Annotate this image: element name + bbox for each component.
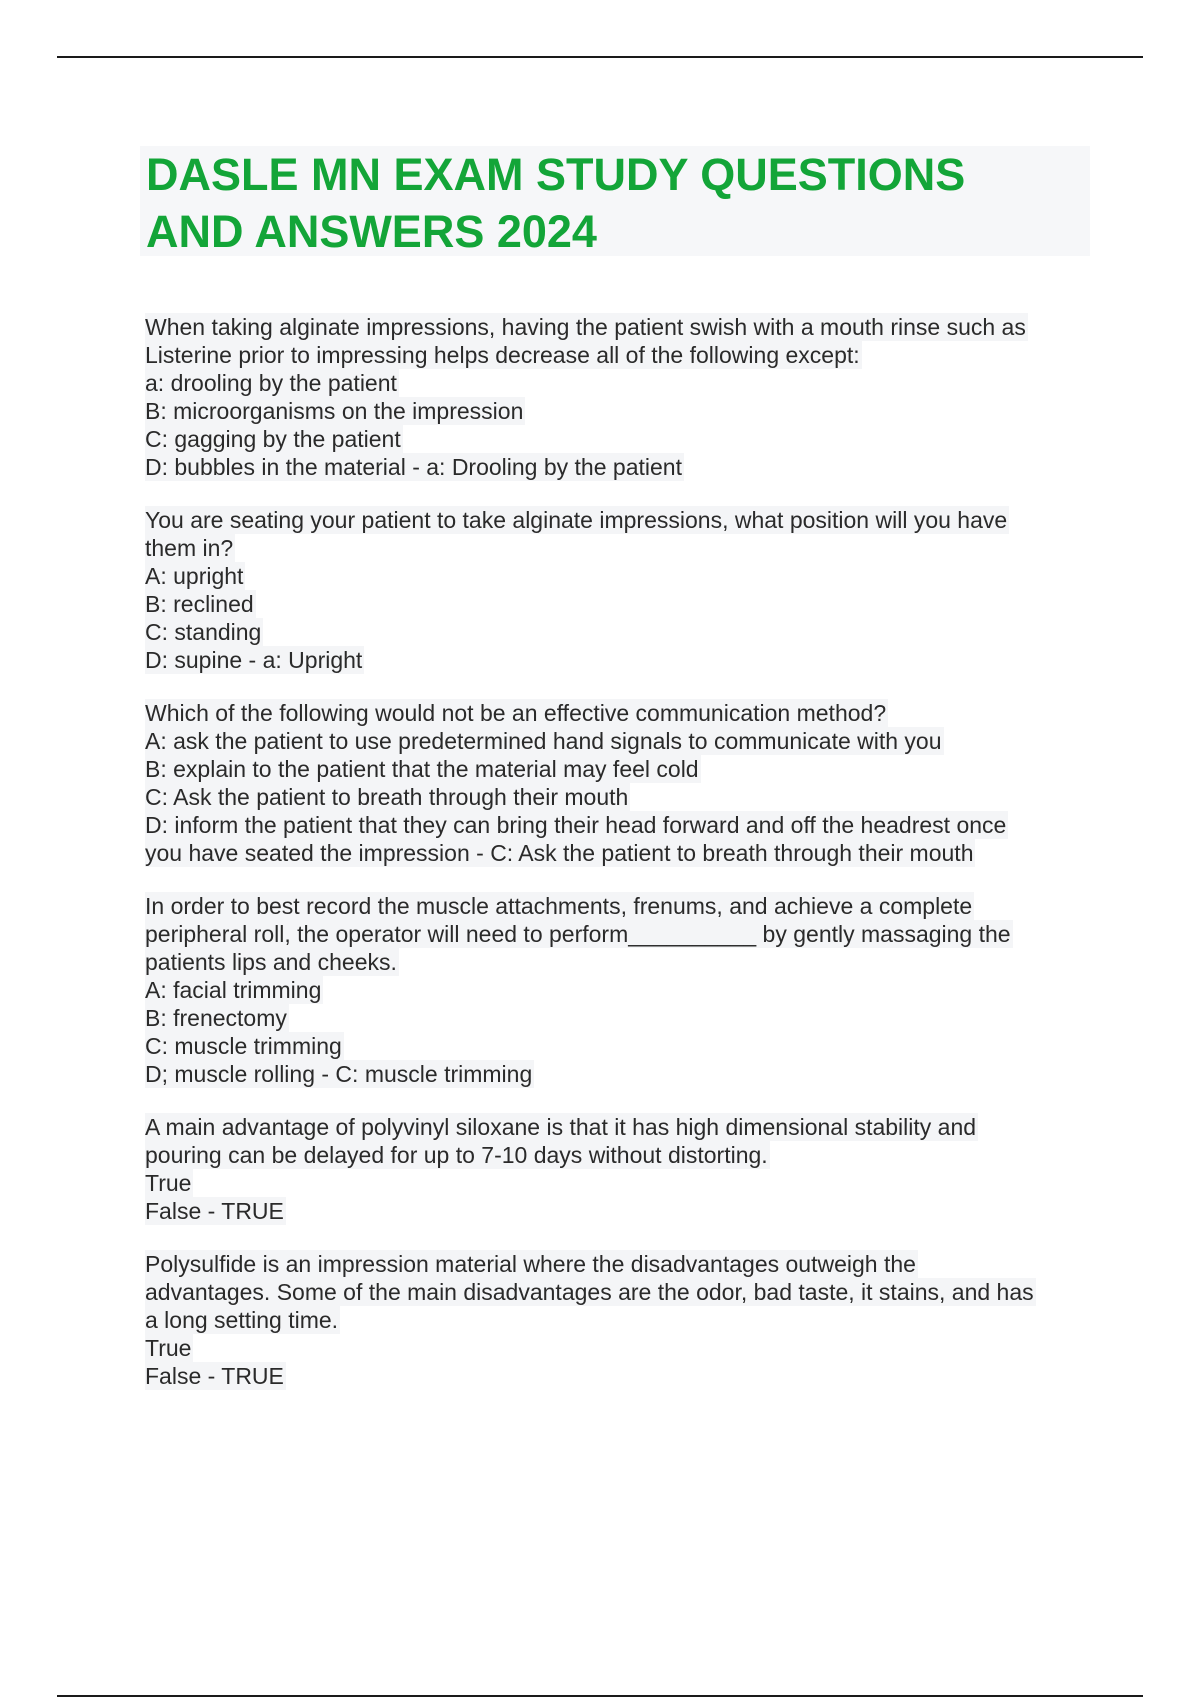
questions-list <box>145 313 1090 1415</box>
question-5-line-1: A main advantage of polyvinyl siloxane is that it has high dimensional stability and <box>145 1114 977 1140</box>
question-2-option-b: B: reclined <box>145 591 254 617</box>
document-title <box>140 146 1090 256</box>
question-5-option-true: True <box>145 1170 192 1196</box>
footer-rule <box>57 1695 1143 1697</box>
question-3-option-d: D: inform the patient that they can bring their head forward and off the headrest once <box>145 812 1007 838</box>
question-3-option-a: A: ask the patient to use predetermined hand signals to communicate with you <box>145 728 942 754</box>
question-2-line-1: You are seating your patient to take alginate impressions, what position will you have <box>145 507 1008 533</box>
question-4-line-1: In order to best record the muscle attachments, frenums, and achieve a complete <box>145 893 973 919</box>
question-1-line-2: Listerine prior to impressing helps decrease all of the following except: <box>145 342 860 368</box>
question-6-option-false-answer: False - TRUE <box>145 1363 284 1389</box>
question-3-option-b: B: explain to the patient that the material may feel cold <box>145 756 699 782</box>
question-3-option-c: C: Ask the patient to breath through their mouth <box>145 784 629 810</box>
question-4-option-c: C: muscle trimming <box>145 1033 342 1059</box>
question-3-answer: you have seated the impression - C: Ask the patient to breath through their mouth <box>145 840 974 866</box>
question-2-line-2: them in? <box>145 535 234 561</box>
question-2-option-a: A: upright <box>145 563 244 589</box>
question-5-line-2: pouring can be delayed for up to 7-10 days without distorting. <box>145 1142 768 1168</box>
question-block-6 <box>145 1250 1090 1390</box>
question-block-4 <box>145 892 1090 1088</box>
question-1-option-c: C: gagging by the patient <box>145 426 401 452</box>
question-3-line-1: Which of the following would not be an effective communication method? <box>145 700 887 726</box>
question-4-option-b: B: frenectomy <box>145 1005 287 1031</box>
question-6-option-true: True <box>145 1335 192 1361</box>
title-line-2: AND ANSWERS 2024 <box>146 206 597 257</box>
question-1-option-b: B: microorganisms on the impression <box>145 398 524 424</box>
question-1-option-a: a: drooling by the patient <box>145 370 397 396</box>
question-5-option-false-answer: False - TRUE <box>145 1198 284 1224</box>
question-4-option-d-answer: D; muscle rolling - C: muscle trimming <box>145 1061 533 1087</box>
question-block-3 <box>145 699 1090 867</box>
question-4-line-2: peripheral roll, the operator will need to perform__________ by gently massaging the <box>145 921 1011 947</box>
header-rule <box>57 56 1143 58</box>
question-6-line-3: a long setting time. <box>145 1307 339 1333</box>
question-block-5 <box>145 1113 1090 1225</box>
question-4-option-a: A: facial trimming <box>145 977 322 1003</box>
question-6-line-1: Polysulfide is an impression material where the disadvantages outweigh the <box>145 1251 916 1277</box>
question-1-line-1: When taking alginate impressions, having the patient swish with a mouth rinse such as <box>145 314 1026 340</box>
question-4-line-3: patients lips and cheeks. <box>145 949 397 975</box>
title-line-1: DASLE MN EXAM STUDY QUESTIONS <box>146 149 966 200</box>
question-1-option-d-answer: D: bubbles in the material - a: Drooling by the patient <box>145 454 682 480</box>
question-2-option-c: C: standing <box>145 619 262 645</box>
question-2-option-d-answer: D: supine - a: Upright <box>145 647 363 673</box>
question-block-1 <box>145 313 1090 481</box>
question-block-2 <box>145 506 1090 674</box>
question-6-line-2: advantages. Some of the main disadvantages are the odor, bad taste, it stains, and has <box>145 1279 1034 1305</box>
